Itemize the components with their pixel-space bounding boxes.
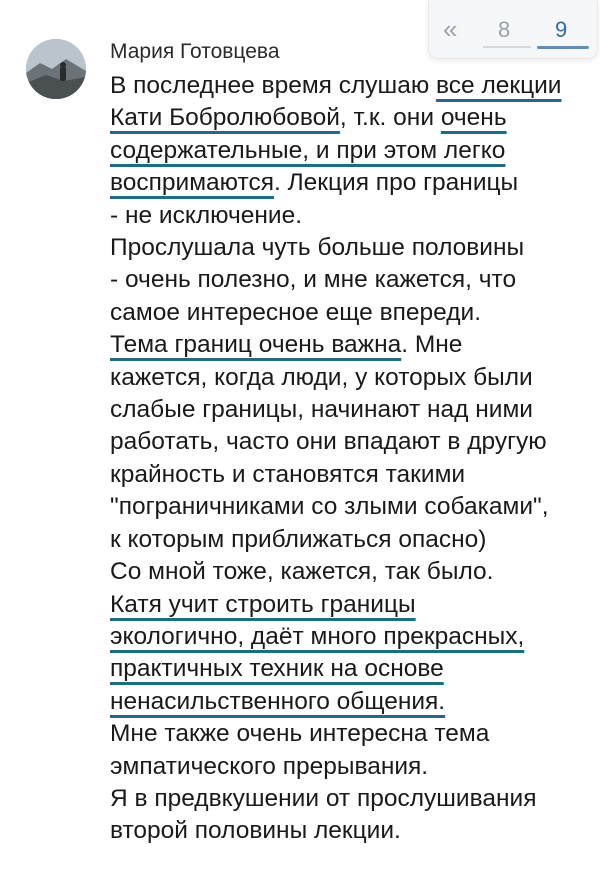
pagination: [428, 0, 598, 59]
comment-line: [110, 783, 598, 815]
comment-line: [110, 264, 598, 296]
text-segment: Прослушала чуть больше половины: [110, 234, 525, 262]
text-segment: второй половины лекции.: [110, 817, 401, 845]
comment-line: [110, 329, 598, 361]
comment-line: [110, 70, 598, 102]
comment-line: [110, 426, 598, 458]
comment-author[interactable]: Мария Готовцева: [110, 40, 280, 63]
underlined-text: ненасильственного общения.: [110, 687, 446, 715]
page-8-link[interactable]: 8: [498, 17, 511, 42]
comment-line: [110, 621, 598, 653]
text-segment: , т.к. они: [339, 104, 441, 132]
text-segment: . Лекция про границы: [273, 169, 519, 197]
underlined-text: экологично, даёт много прекрасных,: [110, 622, 525, 650]
comment-line: [110, 297, 598, 329]
text-segment: . Мне: [401, 331, 463, 359]
comment-line: [110, 232, 598, 264]
text-segment: Со мной тоже, кажется, так было.: [110, 558, 494, 586]
page-divider: [483, 46, 531, 48]
underlined-text: воспримаются: [110, 169, 274, 197]
text-segment: работать, часто они впадают в другую: [110, 428, 547, 456]
text-segment: Мне также очень интересна тема: [110, 720, 490, 748]
underlined-text: Тема границ очень важна: [110, 331, 402, 359]
avatar-photo: [26, 39, 86, 99]
comment-line: [110, 200, 598, 232]
underlined-text: содержательные, и при этом легко: [110, 136, 506, 164]
text-segment: самое интересное еще впереди.: [110, 298, 482, 326]
comment-line: [110, 102, 598, 134]
text-segment: к которым приближаться опасно): [110, 525, 487, 553]
text-segment: - очень полезно, и мне кажется, что: [110, 266, 517, 294]
comment-text: [110, 70, 598, 848]
underlined-text: практичных техник на основе: [110, 655, 444, 683]
comment-line: [110, 653, 598, 685]
comment-line: [110, 167, 598, 199]
text-segment: кажется, когда люди, у которых были: [110, 363, 533, 391]
comment-line: [110, 556, 598, 588]
comment-line: [110, 459, 598, 491]
text-segment: В последнее время слушаю: [110, 72, 437, 99]
comment-line: [110, 589, 598, 621]
page-9-current[interactable]: 9: [555, 17, 568, 42]
comment-line: [110, 394, 598, 426]
text-segment: Я в предвкушении от прослушивания: [110, 784, 537, 812]
comment-line: [110, 491, 598, 523]
comment-line: [110, 362, 598, 394]
comment-line: [110, 686, 598, 718]
underlined-text: Кати Бобролюбовой: [110, 104, 340, 132]
underlined-text: все лекции: [436, 72, 562, 99]
text-segment: "пограничниками со злыми собаками",: [110, 493, 549, 521]
text-segment: - не исключение.: [110, 201, 303, 229]
text-segment: слабые границы, начинают над ними: [110, 396, 533, 424]
underlined-text: Катя учит строить границы: [110, 590, 416, 618]
underlined-text: очень: [440, 104, 507, 132]
comment-line: [110, 751, 598, 783]
comment-line: [110, 135, 598, 167]
text-segment: эмпатического прерывания.: [110, 752, 429, 780]
active-page-indicator: [537, 46, 589, 49]
avatar[interactable]: [26, 39, 86, 99]
comment-line: [110, 718, 598, 750]
comment-line: [110, 815, 598, 847]
text-segment: крайность и становятся такими: [110, 460, 466, 488]
prev-page-icon[interactable]: «: [443, 14, 458, 44]
comment-line: [110, 524, 598, 556]
